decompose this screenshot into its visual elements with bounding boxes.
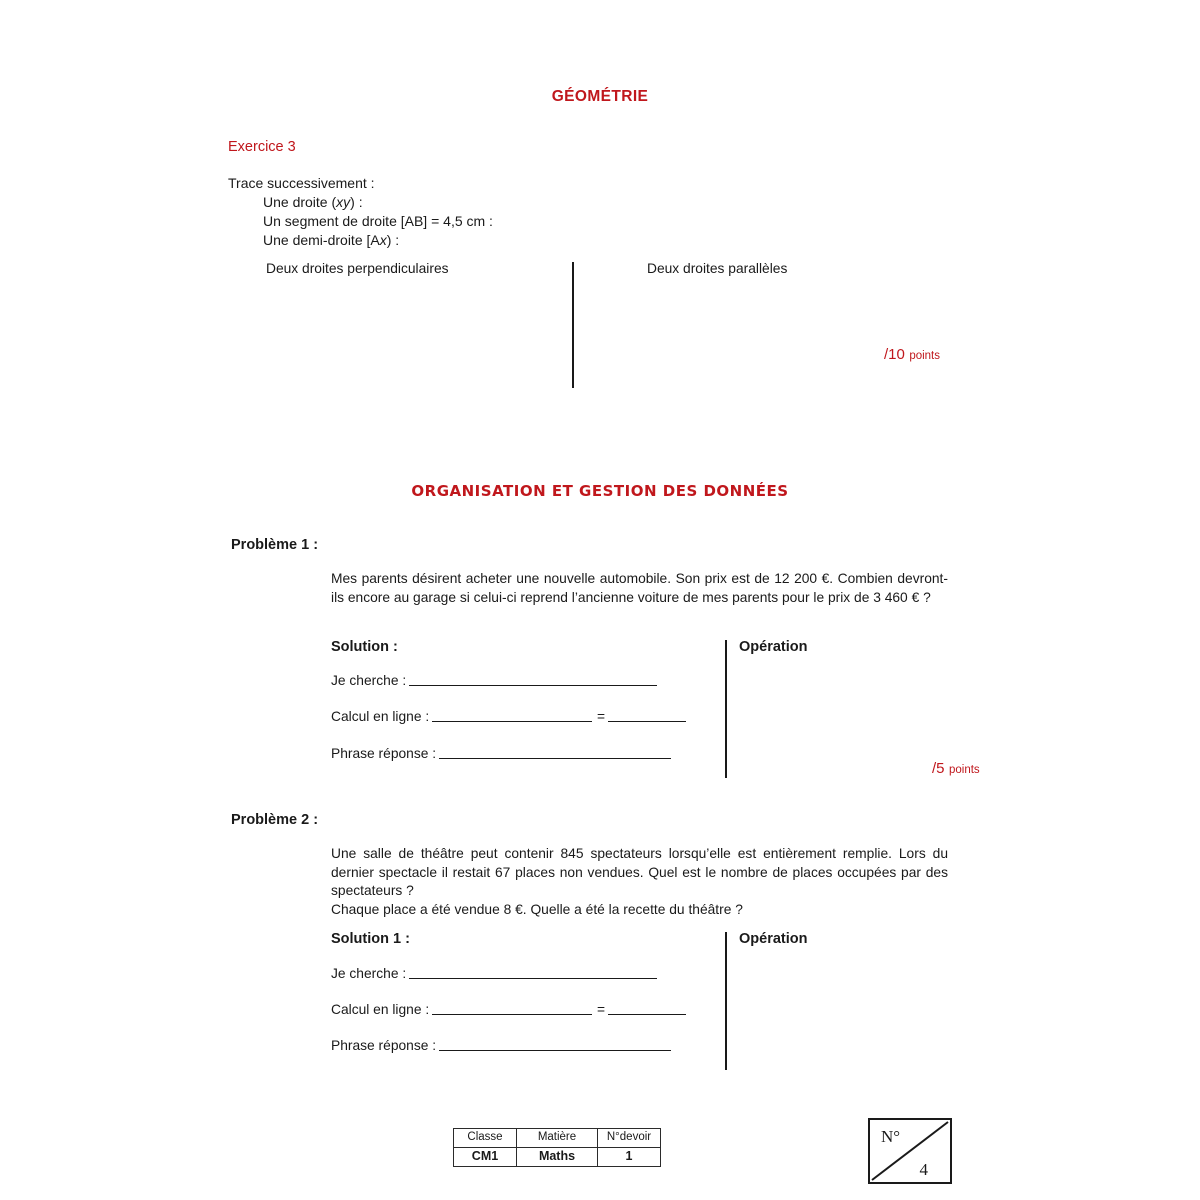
problem-2-operation-divider: [725, 932, 727, 1070]
problem-2-equals-sign: =: [597, 1002, 606, 1017]
parallel-lines-label: Deux droites parallèles: [647, 261, 788, 276]
geometry-points-score: /10: [884, 346, 905, 363]
trace-item-variable: xy: [336, 194, 351, 210]
problem-2-calc-label: Calcul en ligne :: [331, 1002, 430, 1017]
problem-2-statement: [331, 845, 948, 919]
problem-2-search-label: Je cherche :: [331, 966, 407, 981]
page-number-label: N°: [881, 1127, 901, 1146]
problem-1-calc-row: [331, 708, 687, 724]
footer-table-value-row: [454, 1148, 661, 1167]
perpendicular-lines-label: Deux droites perpendiculaires: [266, 261, 449, 276]
problem-1-points-unit: points: [948, 764, 980, 776]
geometry-answer-divider: [572, 262, 574, 388]
problem-1-search-label: Je cherche :: [331, 673, 407, 688]
trace-item-suffix: ) :: [386, 232, 400, 248]
problem-1-statement: [331, 570, 948, 607]
problem-1-operation-heading: Opération: [739, 639, 808, 655]
problem-2-answer-label: Phrase réponse :: [331, 1038, 437, 1053]
problem-2-label: Problème 2 :: [231, 812, 319, 828]
problem-2-result-blank[interactable]: [608, 1001, 686, 1015]
footer-value-classe: CM1: [454, 1148, 517, 1167]
trace-item-line: [263, 231, 493, 250]
problem-1-equals-sign: =: [597, 709, 606, 724]
problem-2-statement-line-1: Une salle de théâtre peut contenir 845 spectateurs lorsqu’elle est entièrement remplie. Lors du dernier spectacle il restait 67 places non vendues. Quel est le nombre de places occupées par des spectateurs ?: [331, 846, 948, 898]
problem-1-calc-label: Calcul en ligne :: [331, 709, 430, 724]
problem-1-statement-text: Mes parents désirent acheter une nouvelle automobile. Son prix est de 12 200 €. Combien devront-ils encore au garage si celui-ci reprend l’ancienne voiture de mes parents pour le prix de 3 460 € ?: [331, 571, 948, 605]
footer-header-numero-devoir: N°devoir: [598, 1129, 661, 1148]
problem-1-answer-blank[interactable]: [439, 745, 671, 759]
problem-1-result-blank[interactable]: [608, 708, 686, 722]
geometry-points-badge: [884, 346, 940, 364]
footer-header-classe: Classe: [454, 1129, 517, 1148]
problem-1-points-badge: [932, 760, 980, 778]
trace-item-variable: x: [379, 232, 387, 248]
footer-value-matiere: Maths: [517, 1148, 598, 1167]
page-number-box: [868, 1118, 952, 1184]
problem-1-points-score: /5: [932, 760, 945, 777]
problem-2-search-row: [331, 965, 658, 981]
footer-table-header-row: [454, 1129, 661, 1148]
trace-item-line: [263, 212, 493, 231]
trace-item-text: Une droite (: [263, 194, 337, 210]
geometry-section-heading: GÉOMÉTRIE: [551, 88, 649, 105]
problem-1-search-blank[interactable]: [409, 672, 657, 686]
problem-1-label: Problème 1 :: [231, 537, 319, 553]
problem-2-calc-blank[interactable]: [432, 1001, 592, 1015]
exercise-label: Exercice 3: [228, 139, 296, 155]
footer-info-table: [453, 1128, 661, 1167]
problem-2-answer-blank[interactable]: [439, 1037, 671, 1051]
problem-1-search-row: [331, 672, 658, 688]
problem-2-operation-heading: Opération: [739, 931, 808, 947]
page-number-value: 4: [919, 1160, 928, 1179]
data-section-heading: ORGANISATION ET GESTION DES DONNÉES: [411, 482, 789, 500]
problem-2-answer-row: [331, 1037, 672, 1053]
problem-2-search-blank[interactable]: [409, 965, 657, 979]
geometry-points-unit: points: [909, 350, 940, 362]
footer-header-matiere: Matière: [517, 1129, 598, 1148]
trace-item-text: Une demi-droite [A: [263, 232, 380, 248]
footer-value-numero-devoir: 1: [598, 1148, 661, 1167]
trace-item-text: Un segment de droite [AB] = 4,5 cm :: [263, 213, 493, 229]
trace-instruction: Trace successivement :: [228, 175, 375, 191]
problem-2-calc-row: [331, 1001, 687, 1017]
problem-1-solution-heading: Solution :: [331, 639, 398, 655]
trace-item-line: [263, 193, 493, 212]
problem-1-answer-row: [331, 745, 672, 761]
trace-item-suffix: ) :: [350, 194, 363, 210]
problem-2-statement-line-2: Chaque place a été vendue 8 €. Quelle a été la recette du théâtre ?: [331, 901, 743, 917]
trace-item-list: [263, 193, 493, 250]
problem-1-answer-label: Phrase réponse :: [331, 746, 437, 761]
problem-2-solution-heading: Solution 1 :: [331, 931, 410, 947]
problem-1-calc-blank[interactable]: [432, 708, 592, 722]
problem-1-operation-divider: [725, 640, 727, 778]
